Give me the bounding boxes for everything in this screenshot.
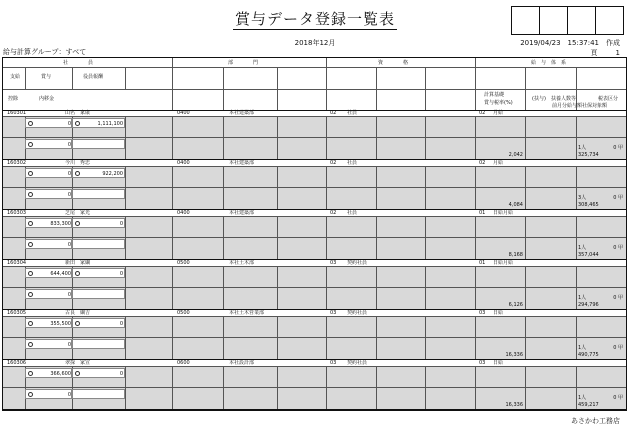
bonus-amount: 355,500: [50, 321, 71, 327]
table-row: [3, 310, 626, 360]
director-pay-amount: 922,200: [102, 171, 123, 177]
deduction-amount: 0: [67, 342, 71, 348]
tax-class: 0 甲: [613, 345, 623, 351]
report-period: 2018年12月: [294, 39, 336, 47]
bonus-amount: 644,400: [50, 271, 71, 277]
prev-month-amount: 490,775: [578, 352, 599, 358]
director-pay-amount: 0: [119, 321, 123, 327]
director-pay-amount: 1,111,100: [97, 121, 123, 127]
department-name: 本社建築部: [229, 110, 255, 116]
employee-code: 160302: [7, 160, 27, 166]
tax-class: 0 甲: [613, 395, 623, 401]
calc-basis-amount: 8,168: [508, 252, 523, 258]
department-code: 0500: [177, 310, 190, 316]
department-name: 本社建築部: [229, 160, 255, 166]
deduction-amount: 0: [67, 192, 71, 198]
header-deduction: 控除: [8, 96, 19, 102]
pay-system-code: 02: [479, 110, 486, 116]
director-pay-amount: 0: [119, 371, 123, 377]
qualification-name: 社員: [347, 210, 358, 216]
director-pay-amount: 0: [119, 271, 123, 277]
circle-mark-icon: [75, 221, 80, 226]
qualification-name: 契約社員: [347, 360, 368, 366]
department-name: 本社土木営業部: [229, 310, 265, 316]
tax-class: 0 甲: [613, 245, 623, 251]
qualification-code: 03: [330, 260, 337, 266]
calc-basis-amount: 16,336: [505, 352, 523, 358]
circle-mark-icon: [75, 121, 80, 126]
department-code: 0600: [177, 360, 190, 366]
header-dependents: 扶養人数等: [551, 96, 577, 102]
department-code: 0400: [177, 210, 190, 216]
calc-basis-amount: 16,336: [505, 402, 523, 408]
circle-mark-icon: [75, 271, 80, 276]
qualification-name: 社員: [347, 160, 358, 166]
circle-mark-icon: [75, 371, 80, 376]
tax-class: 0 甲: [613, 145, 623, 151]
deduction-amount: 0: [67, 142, 71, 148]
bonus-amount: 366,600: [50, 371, 71, 377]
pay-system-code: 03: [479, 310, 486, 316]
deduction-amount: 0: [67, 242, 71, 248]
bonus-zero: 0: [67, 171, 71, 177]
tax-class: 0 甲: [613, 295, 623, 301]
header-department: 部 門: [228, 60, 259, 66]
director-pay-amount: 0: [119, 221, 123, 227]
tax-class: 0 甲: [613, 195, 623, 201]
qualification-code: 02: [330, 160, 337, 166]
header-employee: 社 員: [63, 60, 94, 66]
calc-basis-amount: 6,126: [508, 302, 523, 308]
prev-month-amount: 459,217: [578, 402, 599, 408]
employee-code: 160301: [7, 110, 27, 116]
header-dependents-flag: (扶与): [532, 96, 546, 102]
prev-month-amount: 325,734: [578, 152, 599, 158]
pay-system-code: 03: [479, 360, 486, 366]
pay-system-name: 日給月給: [493, 210, 514, 216]
page-number: 頁 1: [590, 49, 620, 57]
employee-code: 160306: [7, 360, 27, 366]
header-calc-basis: 計算基礎: [484, 92, 505, 98]
header-transfer: 内移金: [39, 96, 55, 102]
header-prev-month: 前月分給与額社保対象額: [552, 103, 608, 109]
department-name: 本社建築部: [229, 210, 255, 216]
qualification-name: 社員: [347, 110, 358, 116]
table-row: [3, 260, 626, 310]
employee-name: 翠探 家宣: [65, 360, 91, 366]
department-code: 0500: [177, 260, 190, 266]
qualification-code: 02: [330, 110, 337, 116]
prev-month-amount: 308,465: [578, 202, 599, 208]
header-pay-system: 給 与 体 系: [531, 60, 567, 66]
dependent-count: 1人: [578, 345, 587, 351]
bonus-amount: 833,300: [50, 221, 71, 227]
dependent-count: 1人: [578, 145, 587, 151]
department-name: 本社設計部: [229, 360, 255, 366]
dependent-count: 1人: [578, 295, 587, 301]
qualification-name: 契約社員: [347, 310, 368, 316]
created-timestamp: 2019/04/23 15:37:41 作成: [520, 39, 620, 47]
pay-system-name: 日給: [493, 310, 504, 316]
circle-mark-icon: [75, 171, 80, 176]
table-row: [3, 360, 626, 410]
employee-name: 古良 綱吉: [65, 310, 91, 316]
header-qualification: 資 格: [378, 60, 409, 66]
deduction-amount: 0: [67, 292, 71, 298]
employee-code: 160305: [7, 310, 27, 316]
calc-basis-amount: 2,042: [508, 152, 523, 158]
employee-code: 160303: [7, 210, 27, 216]
employee-name: 山名 家康: [65, 110, 91, 116]
dependent-count: 1人: [578, 395, 587, 401]
company-name: あさかわ工務店: [571, 417, 620, 425]
circle-mark-icon: [75, 321, 80, 326]
deduction-amount: 0: [67, 392, 71, 398]
dependent-count: 3人: [578, 195, 587, 201]
calc-basis-amount: 4,084: [508, 202, 523, 208]
qualification-code: 03: [330, 360, 337, 366]
table-row: [3, 160, 626, 210]
pay-system-name: 日給月給: [493, 260, 514, 266]
employee-name: 新田 家綱: [65, 260, 91, 266]
department-code: 0400: [177, 110, 190, 116]
department-name: 本社土木部: [229, 260, 255, 266]
payroll-group: 給与計算グループ：すべて: [3, 48, 87, 56]
header-bonus: 賞与: [41, 74, 52, 80]
pay-system-name: 日給: [493, 360, 504, 366]
bonus-zero: 0: [67, 121, 71, 127]
qualification-code: 03: [330, 310, 337, 316]
department-code: 0400: [177, 160, 190, 166]
pay-system-code: 01: [479, 210, 486, 216]
header-bonus-rate: 賞与税率(%): [484, 100, 513, 106]
header-director-pay: 役員報酬: [83, 74, 104, 80]
pay-system-name: 月給: [493, 110, 504, 116]
header-tax-class: 税表区分: [598, 96, 619, 102]
pay-system-code: 02: [479, 160, 486, 166]
pay-system-code: 01: [479, 260, 486, 266]
table-row: [3, 110, 626, 160]
report-title: 賞与データ登録一覧表: [234, 10, 395, 28]
dependent-count: 1人: [578, 245, 587, 251]
employee-name: 今川 秀忠: [65, 160, 91, 166]
pay-system-name: 月給: [493, 160, 504, 166]
prev-month-amount: 357,044: [578, 252, 599, 258]
approval-stamp-boxes: [511, 6, 624, 35]
header-payment: 支給: [10, 74, 21, 80]
qualification-code: 02: [330, 210, 337, 216]
table-header: [3, 58, 626, 111]
bonus-table: [2, 57, 627, 411]
table-row: [3, 210, 626, 260]
qualification-name: 契約社員: [347, 260, 368, 266]
employee-name: 芝尾 家光: [65, 210, 91, 216]
employee-code: 160304: [7, 260, 27, 266]
prev-month-amount: 294,796: [578, 302, 599, 308]
